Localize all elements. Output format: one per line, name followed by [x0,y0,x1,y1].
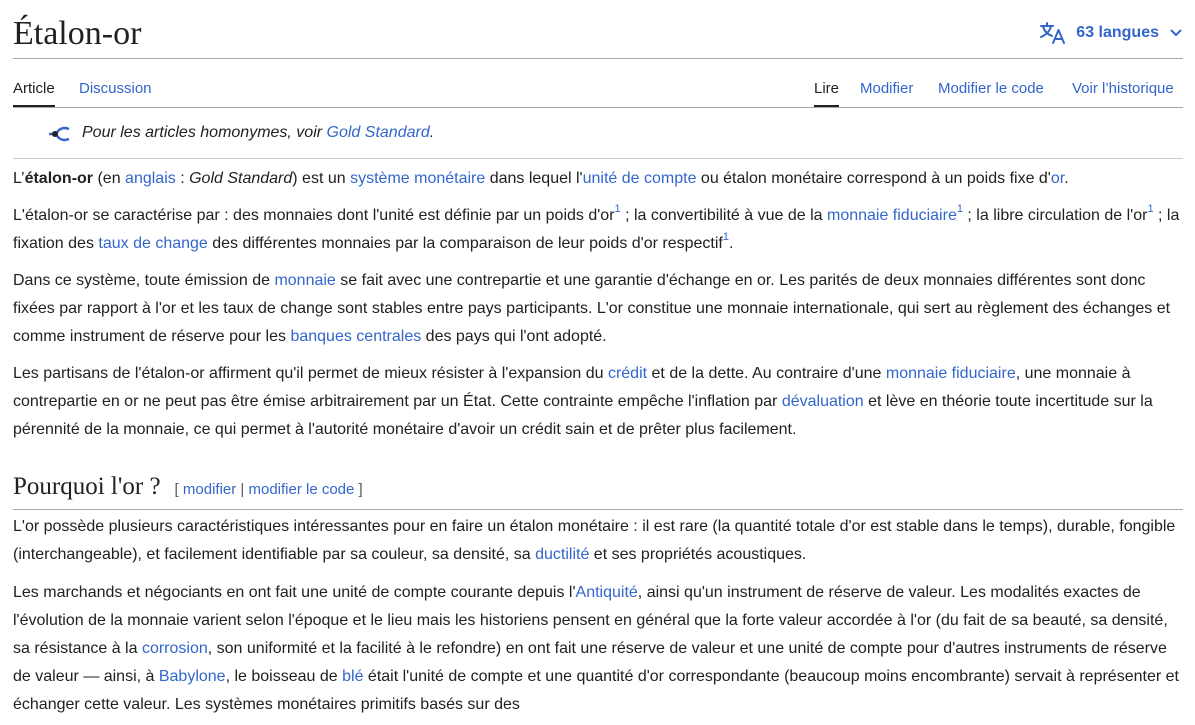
hatnote-link-gold-standard[interactable]: Gold Standard [326,124,430,141]
bold-term: étalon-or [24,170,94,187]
link-monnaie[interactable]: monnaie [274,272,336,289]
edit-section-source-link[interactable]: modifier le code [248,481,355,498]
link-monnaie-fiduciaire[interactable]: monnaie fiduciaire [826,207,957,224]
link-babylone[interactable]: Babylone [158,668,226,685]
reference-link[interactable]: 1 [614,202,621,215]
section-paragraph-1: L'or possède plusieurs caractéristiques intéressantes pour en faire un étalon monétaire : il est rare (la quantité totale d'or est stable dans le temps), durable, fongible (interchangeable), et facilement identifiable par sa couleur, sa densité, sa ductilité et ses propriétés acoustiques. [13,518,1176,563]
page-title: Étalon-or [13,15,142,52]
intro-paragraph-3: Dans ce système, toute émission de monnaie se fait avec une contrepartie et une garantie d'échange en or. Les parités de deux monnaies différentes sont donc fixées par rapport à l'or et les taux de change sont stables entre pays participants. L'or constitue une monnaie internationale, qui sert au règlement des échanges et comme instrument de réserve pour les banques centrales des pays qui l'ont adopté. [13,272,1171,345]
tab-history[interactable]: Voir l’historique [1072,80,1174,97]
reference-link[interactable]: 1 [722,230,729,243]
link-monnaie-fiduciaire-2[interactable]: monnaie fiduciaire [885,365,1016,382]
hatnote-prefix: Pour les articles homonymes, voir [82,124,327,141]
hatnote-suffix: . [429,124,435,141]
hatnote [13,108,1183,159]
reference-link[interactable]: 1 [1147,202,1154,215]
link-antiquite[interactable]: Antiquité [575,584,638,601]
language-count: 63 langues [1076,24,1159,41]
link-credit[interactable]: crédit [607,365,648,382]
tab-edit[interactable]: Modifier [860,80,914,97]
tab-edit-source[interactable]: Modifier le code [938,80,1044,97]
link-unite-de-compte[interactable]: unité de compte [582,170,697,187]
link-or[interactable]: or [1050,170,1065,187]
link-corrosion[interactable]: corrosion [141,640,208,657]
link-systeme-monetaire[interactable]: système monétaire [350,170,486,187]
language-button[interactable] [1040,20,1183,46]
link-ductilite[interactable]: ductilité [535,546,590,563]
link-devaluation[interactable]: dévaluation [781,393,864,410]
link-ble[interactable]: blé [342,668,364,685]
link-anglais[interactable]: anglais [125,170,176,187]
page [13,0,1183,713]
link-taux-de-change[interactable]: taux de change [98,235,208,252]
section-paragraph-2: Les marchands et négociants en ont fait une unité de compte courante depuis l'Antiquité, ainsi qu'un instrument de réserve de valeur. Les modalités exactes de l'évolution de la monnaie varient selon l'époque et le lieu mais les historiens pensent en général que la forte valeur accordée à l'or (du fait de sa beauté, sa densité, sa résistance à la corrosion, son uniformité et la facilité à le refondre) en ont fait une réserve de valeur et une unité de compte pour d'autres instruments de réserve de valeur — ainsi, à Babylone, le boisseau de blé était l'unité de compte et une quantité d'or correspondante (beaucoup moins encombrante) servait à représenter et échanger cette valeur. Les systèmes monétaires primitifs basés sur des [13,584,1179,713]
title-row [13,0,1183,59]
intro-paragraph-4: Les partisans de l'étalon-or affirment qu'il permet de mieux résister à l'expansion du crédit et de la dette. Au contraire d'une monnaie fiduciaire, une monnaie à contrepartie en or ne peut pas être émise arbitrairement par un État. Cette contrainte empêche l'inflation par dévaluation et lève en théorie toute incertitude sur la pérennité de la monnaie, ce qui permet à l'autorité monétaire d'avoir un crédit sain et de prêter plus facilement. [13,365,1153,438]
link-banques-centrales[interactable]: banques centrales [290,328,422,345]
section-title: Pourquoi l'or ? [13,473,161,500]
disambiguation-icon [47,126,71,147]
tabs-row [13,59,1183,108]
edit-section-link[interactable]: modifier [182,481,237,498]
hatnote-text [82,122,434,144]
tab-article[interactable]: Article [13,79,55,107]
translate-icon [1040,22,1066,44]
section-heading-pourquoi-l-or [13,472,1183,510]
edit-section-links: [ modifier | modifier le code ] [174,481,363,498]
reference-link[interactable]: 1 [956,202,963,215]
intro-paragraph-2: L'étalon-or se caractérise par : des monnaies dont l'unité est définie par un poids $d'or^1$ ; la convertibilité à vue de la monnaie fiduciaire$^1$ ; la libre circulation de $l'or^1$ ; la fixation des taux de change des différentes monnaies par la comparaison de leur poids d'or respectif$^1$. [13,202,1180,252]
chevron-down-icon [1169,28,1183,38]
tab-read[interactable]: Lire [814,79,839,107]
tab-discussion[interactable]: Discussion [79,80,152,97]
intro-paragraph-1: L’étalon-or (en anglais : Gold Standard) est un système monétaire dans lequel l'unité de compte ou étalon monétaire correspond à un poids fixe d'or. [13,170,1069,187]
